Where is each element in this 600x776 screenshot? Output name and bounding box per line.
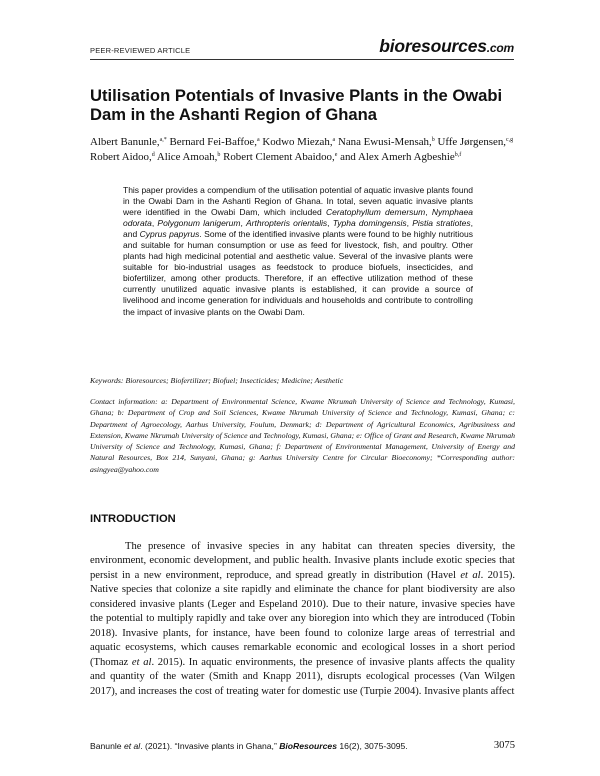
journal-logo-suffix: .com xyxy=(486,41,514,55)
affiliation-marker: b xyxy=(431,137,435,143)
running-header xyxy=(90,34,514,60)
affiliation-marker: e xyxy=(334,151,338,158)
species-name: Arthropteris orientalis xyxy=(246,218,328,229)
citation-line: Banunle et al. (2021). “Invasive plants in Ghana,” BioResources 16(2), 3075-3095. xyxy=(90,741,408,751)
page-number: 3075 xyxy=(493,740,515,751)
keywords: Keywords: Bioresources; Biofertilizer; Biofuel; Insecticides; Medicine; Aesthetic xyxy=(90,376,344,385)
species-name: Pistia stratiotes xyxy=(412,218,471,229)
header-rule xyxy=(90,59,514,60)
author-name: and Alex Amerh Agbeshie$^{b,f}$ xyxy=(340,150,462,163)
affiliation-marker: a xyxy=(256,137,260,143)
affiliation-marker: b,f xyxy=(454,151,462,158)
affiliation-marker: d xyxy=(151,151,155,158)
affiliation-marker: a xyxy=(332,137,336,143)
species-name: Nymphaea odorata xyxy=(123,207,473,229)
abstract: This paper provides a compendium of the utilisation potential of aquatic invasive plants found in the Owabi Dam in the Ashanti Region of Ghana. In total, seven aquatic invasive plants were identified in the Owabi Dam, which included Ceratophyllum demersum, Nymphaea odorata, Polygonum lanigerum, Arthropteris orientalis, Typha domingensis, Pistia stratiotes, and Cyprus papyrus. Some of the identified invasive plants were found to be highly nutritious and suitable for human consumption or use as feed for livestock, fish, and poultry. Other plants had high medicinal potential and aesthetic value. Several of the invasive plants were suitable for bio-industrial usages as feedstock to produce biofuels, insecticides, and biofertilizer, among other products. Therefore, if an effective utilization method of these currently unutilized aquatic invasive plants is established, it can provide a source of livelihood and income generation for individuals and households and contribute to controlling the impact of invasive plants on the Owabi Dam. xyxy=(123,185,474,317)
journal-name: BioResources xyxy=(279,741,337,751)
species-name: Typha domingensis xyxy=(332,218,407,229)
author-name: Nana Ewusi-Mensah,$^b$ xyxy=(337,136,435,148)
species-name: Cyprus papyrus xyxy=(139,229,200,240)
affiliation-marker: a,* xyxy=(159,137,167,143)
author-name: Alice Amoah,$^b$ xyxy=(156,150,221,163)
author-name: Robert Aidoo,$^d$ xyxy=(90,150,155,163)
author-name: Albert Banunle,$^{a,*}$ xyxy=(90,136,167,148)
species-name: Polygonum lanigerum xyxy=(157,218,241,229)
introduction-paragraph: The presence of invasive species in any habitat can threaten species diversity, the environment, economic development, and public health. Invasive plants include exotic species that persist in a new environment, reproduce, and spread greatly in distribution (Havel et al. 2015). Native species that colonize a site rapidly and eliminate the chance for plant biodiversity are also considered invasive plants (Leger and Espeland 2010). Due to their nature, invasive species have the potential to multiply rapidly and take over any bioregion into which they are introduced (Tobin 2018). Invasive plants, for instance, have been found to colonize large areas of terrestrial and aquatic ecosystems, which causes remarkable economic and ecological losses in a short period (Thomaz et al. 2015). In aquatic environments, the presence of invasive plants affects the quality and quantity of the water (Smith and Knapp 2011), disrupts ecological processes (Van Wilgen 2017), and increases the cost of treating water for domestic use (Turpie 2004). Invasive plants affect xyxy=(90,541,515,697)
journal-logo-main: bioresources xyxy=(379,36,487,56)
species-name: Ceratophyllum demersum xyxy=(325,207,426,218)
affiliation-marker: c,g xyxy=(506,137,514,143)
journal-logo[interactable] xyxy=(379,36,514,57)
section-heading-introduction: INTRODUCTION xyxy=(90,513,176,525)
author-list xyxy=(90,135,515,165)
author-name: Bernard Fei-Baffoe,$^a$ xyxy=(169,136,260,148)
author-name: Robert Clement Abaidoo,$^e$ xyxy=(223,150,338,163)
page-footer xyxy=(90,741,515,755)
author-name: Uffe Jørgensen,$^{c,g}$ xyxy=(437,136,514,148)
contact-information: Contact information: a: Department of Environmental Science, Kwame Nkrumah University of Science and Technology, Kumasi, Ghana; b: Department of Crop and Soil Sciences, Kwame Nkrumah University of Science and Technology, Kumasi, Ghana; c: Department of Agroecology, Aarhus University, Foulum, Denmark; d: Department of Agricultural Economics, Agribusiness and Extension, Kwame Nkrumah University of Science and Technology, Kumasi, Ghana; e: Office of Grant and Research, Kwame Nkrumah University of Science and Technology, Kumasi, Ghana; f: Department of Environmental Management, University of Energy and Natural Resources, Box 214, Sunyani, Ghana; g: Aarhus University Centre for Circular Bioeconomy; *Corresponding author: asingyea@yahoo.com xyxy=(90,397,515,474)
article-type-label: PEER-REVIEWED ARTICLE xyxy=(90,46,191,55)
author-name: Kodwo Miezah,$^a$ xyxy=(262,136,336,148)
article-title: Utilisation Potentials of Invasive Plants in the Owabi Dam in the Ashanti Region of Ghana xyxy=(90,86,503,124)
affiliation-marker: b xyxy=(217,151,221,158)
